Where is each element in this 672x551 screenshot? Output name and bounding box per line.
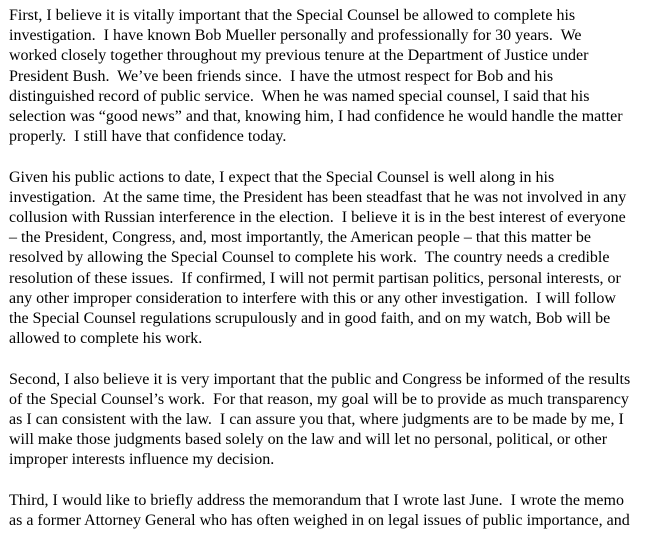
document-page	[9, 6, 669, 551]
text-line: any other improper consideration to interfere with this or any other investigation. I will follow	[9, 289, 616, 307]
paragraph-memorandum	[9, 491, 669, 531]
text-line: – the President, Congress, and, most importantly, the American people – that this matter be	[9, 229, 591, 247]
text-line: Given his public actions to date, I expect that the Special Counsel is well along in his	[9, 168, 555, 186]
text-line: of the Special Counsel’s work. For that reason, my goal will be to provide as much transparency	[9, 390, 629, 408]
paragraph-investigation-status	[9, 168, 669, 350]
paragraph-transparency	[9, 370, 669, 471]
text-line: investigation. I have known Bob Mueller personally and professionally for 30 years. We	[9, 27, 582, 45]
text-line: as a former Attorney General who has often weighed in on legal issues of public importance, and	[9, 512, 630, 530]
text-line: allowed to complete his work.	[9, 330, 203, 348]
text-line: Third, I would like to briefly address the memorandum that I wrote last June. I wrote the memo	[9, 491, 624, 509]
text-line: as I can consistent with the law. I can assure you that, where judgments are to be made by me, I	[9, 411, 624, 429]
text-line: distinguished record of public service. When he was named special counsel, I said that his	[9, 87, 590, 105]
paragraph-special-counsel-completion	[9, 6, 669, 147]
text-line: properly. I still have that confidence today.	[9, 128, 287, 146]
text-line: will make those judgments based solely on the law and will let no personal, political, or other	[9, 431, 608, 449]
text-line: resolution of these issues. If confirmed, I will not permit partisan politics, personal interests, or	[9, 269, 621, 287]
text-line: collusion with Russian interference in the election. I believe it is in the best interest of everyone	[9, 209, 626, 227]
text-line: worked closely together throughout my previous tenure at the Department of Justice under	[9, 47, 589, 65]
text-line: selection was “good news” and that, knowing him, I had confidence he would handle the matter	[9, 108, 623, 126]
text-line: First, I believe it is vitally important that the Special Counsel be allowed to complete his	[9, 7, 576, 24]
text-line: the Special Counsel regulations scrupulously and in good faith, and on my watch, Bob will be	[9, 310, 611, 328]
text-line: investigation. At the same time, the President has been steadfast that he was not involved in any	[9, 188, 627, 206]
text-line: President Bush. We’ve been friends since. I have the utmost respect for Bob and his	[9, 67, 554, 85]
text-line: resolved by allowing the Special Counsel to complete his work. The country needs a credible	[9, 249, 610, 267]
text-line: improper interests influence my decision.	[9, 451, 275, 469]
text-line: Second, I also believe it is very important that the public and Congress be informed of the results	[9, 370, 631, 388]
